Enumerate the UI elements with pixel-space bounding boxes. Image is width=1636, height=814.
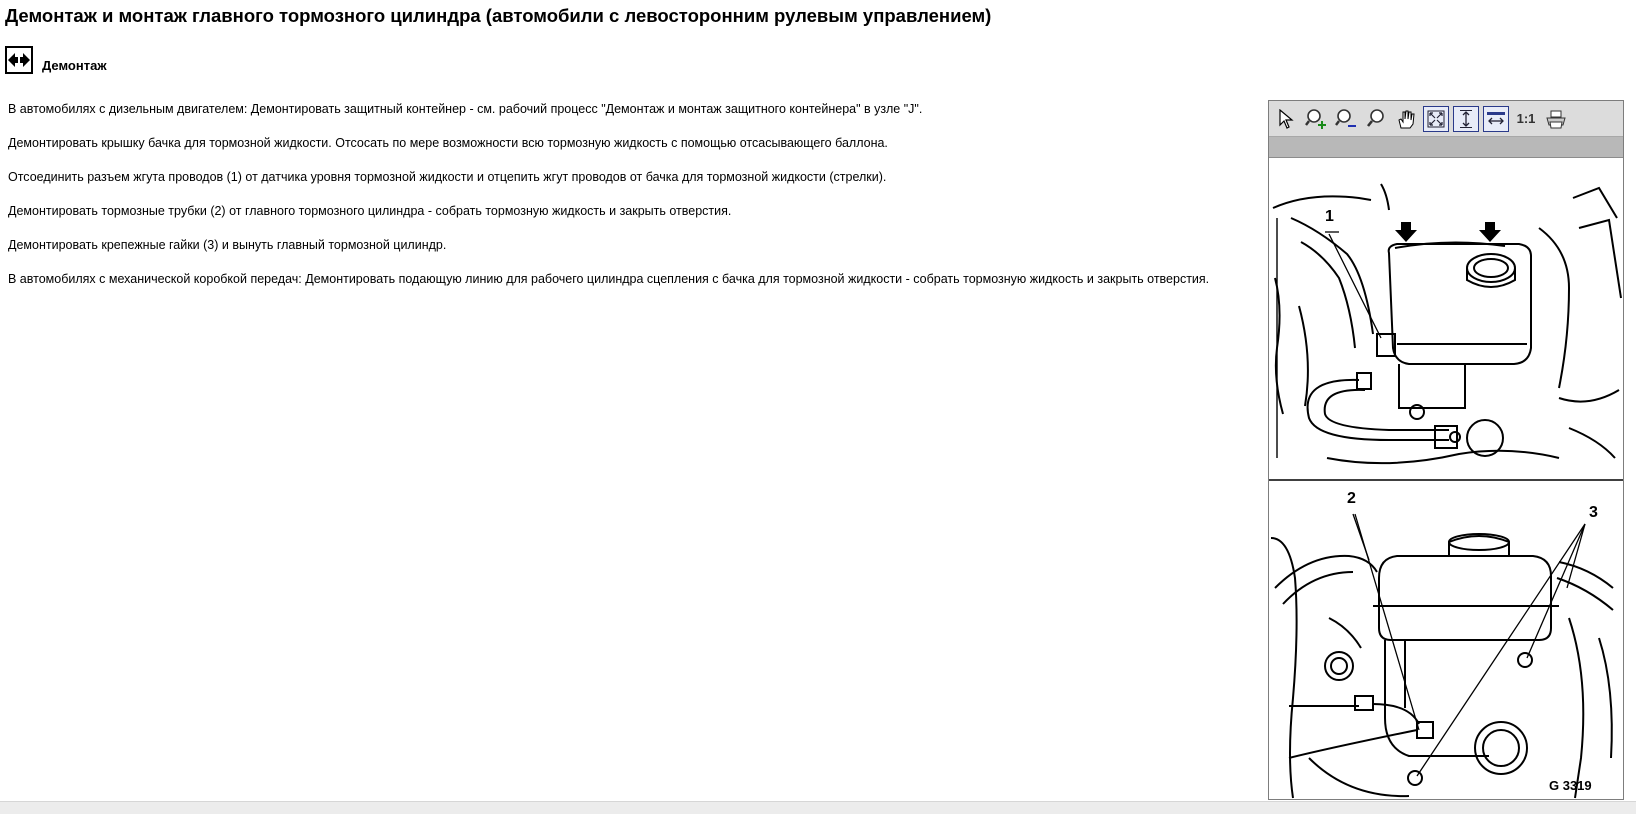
section-label: Демонтаж: [42, 58, 107, 73]
instruction-paragraph: В автомобилях с дизельным двигателем: Демонтировать защитный контейнер - см. рабочий процесс "Демонтаж и монтаж защитного контейнера" в узле "J".: [8, 102, 923, 116]
fit-height-icon[interactable]: [1453, 106, 1479, 132]
instruction-paragraph: Отсоединить разъем жгута проводов (1) от датчика уровня тормозной жидкости и отцепить жгут проводов от бачка для тормозной жидкости (стрелки).: [8, 170, 887, 184]
instructions: [8, 101, 1263, 305]
zoom-icon[interactable]: [1363, 106, 1389, 132]
viewer-header-strip: [1269, 137, 1623, 158]
instruction-paragraph: Демонтировать тормозные трубки (2) от главного тормозного цилиндра - собрать тормозную жидкость и закрыть отверстия.: [8, 204, 732, 218]
zoom-in-icon[interactable]: [1303, 106, 1329, 132]
section-header: [5, 46, 107, 74]
hand-pan-icon[interactable]: [1393, 106, 1419, 132]
figure-code: G 3319: [1549, 778, 1592, 793]
page-title: Демонтаж и монтаж главного тормозного цилиндра (автомобили с левосторонним рулевым управлением): [5, 5, 992, 26]
instruction-paragraph: В автомобилях с механической коробкой передач: Демонтировать подающую линию для рабочего цилиндра сцепления с бачка для тормозной жидкости - собрать тормозную жидкость и закрыть отверстия.: [8, 272, 1210, 286]
arrows-left-right-icon: [5, 46, 33, 74]
technical-drawing[interactable]: [1269, 158, 1623, 800]
callout-label-1: 1: [1325, 208, 1334, 225]
viewer-toolbar: [1269, 101, 1623, 137]
instruction-paragraph: Демонтировать крепежные гайки (3) и вынуть главный тормозной цилиндр.: [8, 238, 447, 252]
callout-label-2: 2: [1347, 490, 1356, 507]
brake-master-cylinder-drawing: [1269, 158, 1623, 800]
print-icon[interactable]: [1543, 106, 1569, 132]
actual-size-label: 1:1: [1516, 111, 1536, 126]
callout-label-3: 3: [1589, 504, 1598, 521]
fit-page-icon[interactable]: [1423, 106, 1449, 132]
image-viewer: [1268, 100, 1624, 800]
zoom-out-icon[interactable]: [1333, 106, 1359, 132]
fit-width-icon[interactable]: [1483, 106, 1509, 132]
pointer-icon[interactable]: [1273, 106, 1299, 132]
status-bar: [0, 801, 1636, 814]
actual-size-button[interactable]: [1513, 106, 1539, 132]
instruction-paragraph: Демонтировать крышку бачка для тормозной жидкости. Отсосать по мере возможности всю тормозную жидкость с помощью отсасывающего баллона.: [8, 136, 888, 150]
